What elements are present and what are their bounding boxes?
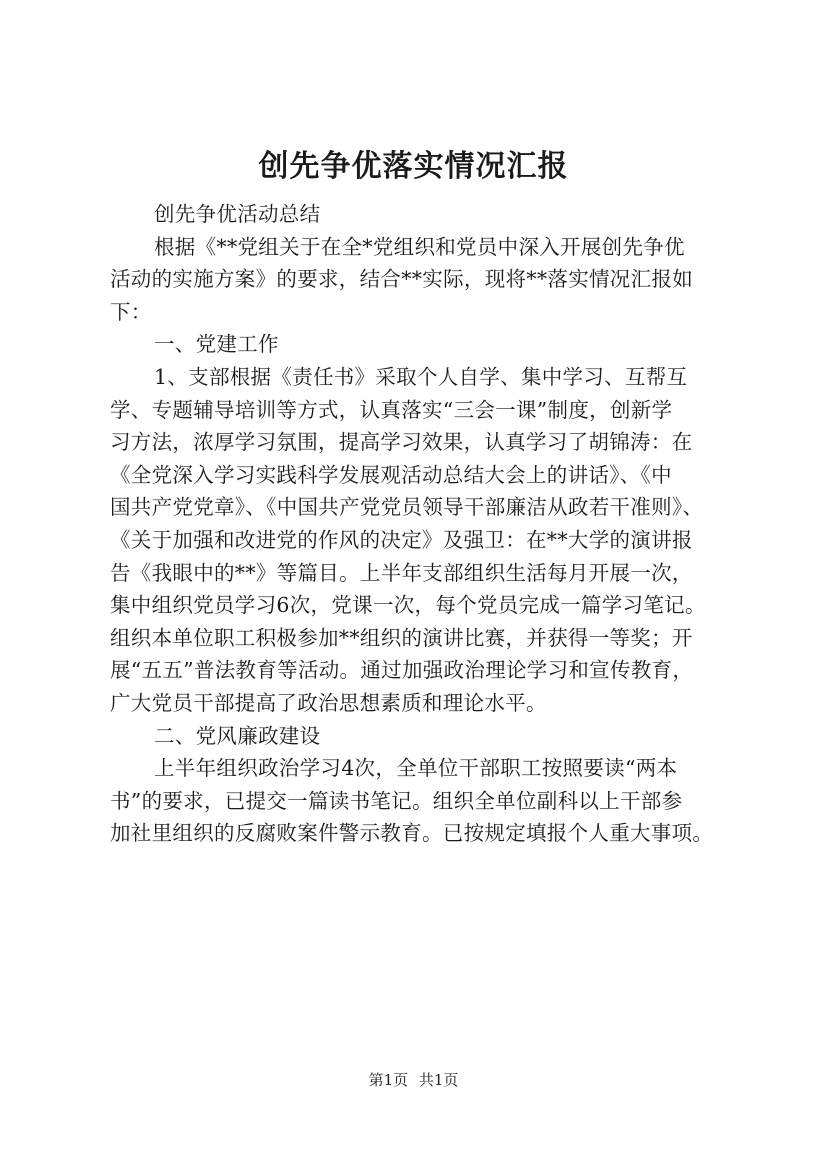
body-line: 上半年组织政治学习4次，全单位干部职工按照要读“两本 (154, 756, 678, 781)
body-line: 《全党深入学习实践科学发展观活动总结大会上的讲话》、《中 (110, 462, 672, 487)
body-line: 国共产党党章》、《中国共产党党员领导干部廉洁从政若干准则》、 (110, 495, 704, 520)
document-title: 创先争优落实情况汇报 (258, 149, 569, 184)
body-line: 1、支部根据《责任书》采取个人自学、集中学习、互帮互 (154, 364, 688, 389)
body-line: 广大党员干部提高了政治思想素质和理论水平。 (110, 690, 547, 715)
page-number-current: 第1页 (368, 1071, 409, 1089)
body-line: 展“五五”普法教育等活动。通过加强政治理论学习和宣传教育， (110, 658, 694, 683)
body-line: 书”的要求，已提交一篇读书笔记。组织全单位副科以上干部参 (110, 788, 683, 813)
body-line: 下： (110, 299, 152, 324)
body-line: 组织本单位职工积极参加**组织的演讲比赛，并获得一等奖；开 (110, 625, 693, 650)
section-heading: 一、党建工作 (154, 332, 279, 357)
body-line: 习方法，浓厚学习氛围，提高学习效果，认真学习了胡锦涛：在 (110, 430, 693, 455)
page-footer (0, 1070, 827, 1090)
body-line: 创先争优活动总结 (154, 202, 321, 226)
body-line: 告《我眼中的**》等篇目。上半年支部组织生活每月开展一次， (110, 560, 693, 585)
section-heading: 二、党风廉政建设 (154, 723, 321, 748)
body-line: 活动的实施方案》的要求，结合**实际，现将**落实情况汇报如 (110, 267, 693, 292)
body-line: 根据《**党组关于在全*党组织和党员中深入开展创先争优 (154, 234, 685, 259)
page-number-total: 共1页 (418, 1071, 459, 1089)
body-line: 加社里组织的反腐败案件警示教育。已按规定填报个人重大事项。 (110, 821, 714, 846)
body-line: 《关于加强和改进党的作风的决定》及强卫：在**大学的演讲报 (110, 527, 693, 552)
body-line: 学、专题辅导培训等方式，认真落实“三会一课”制度，创新学 (110, 397, 673, 422)
document-body (110, 198, 722, 850)
body-line: 集中组织党员学习6次，党课一次，每个党员完成一篇学习笔记。 (110, 593, 706, 618)
